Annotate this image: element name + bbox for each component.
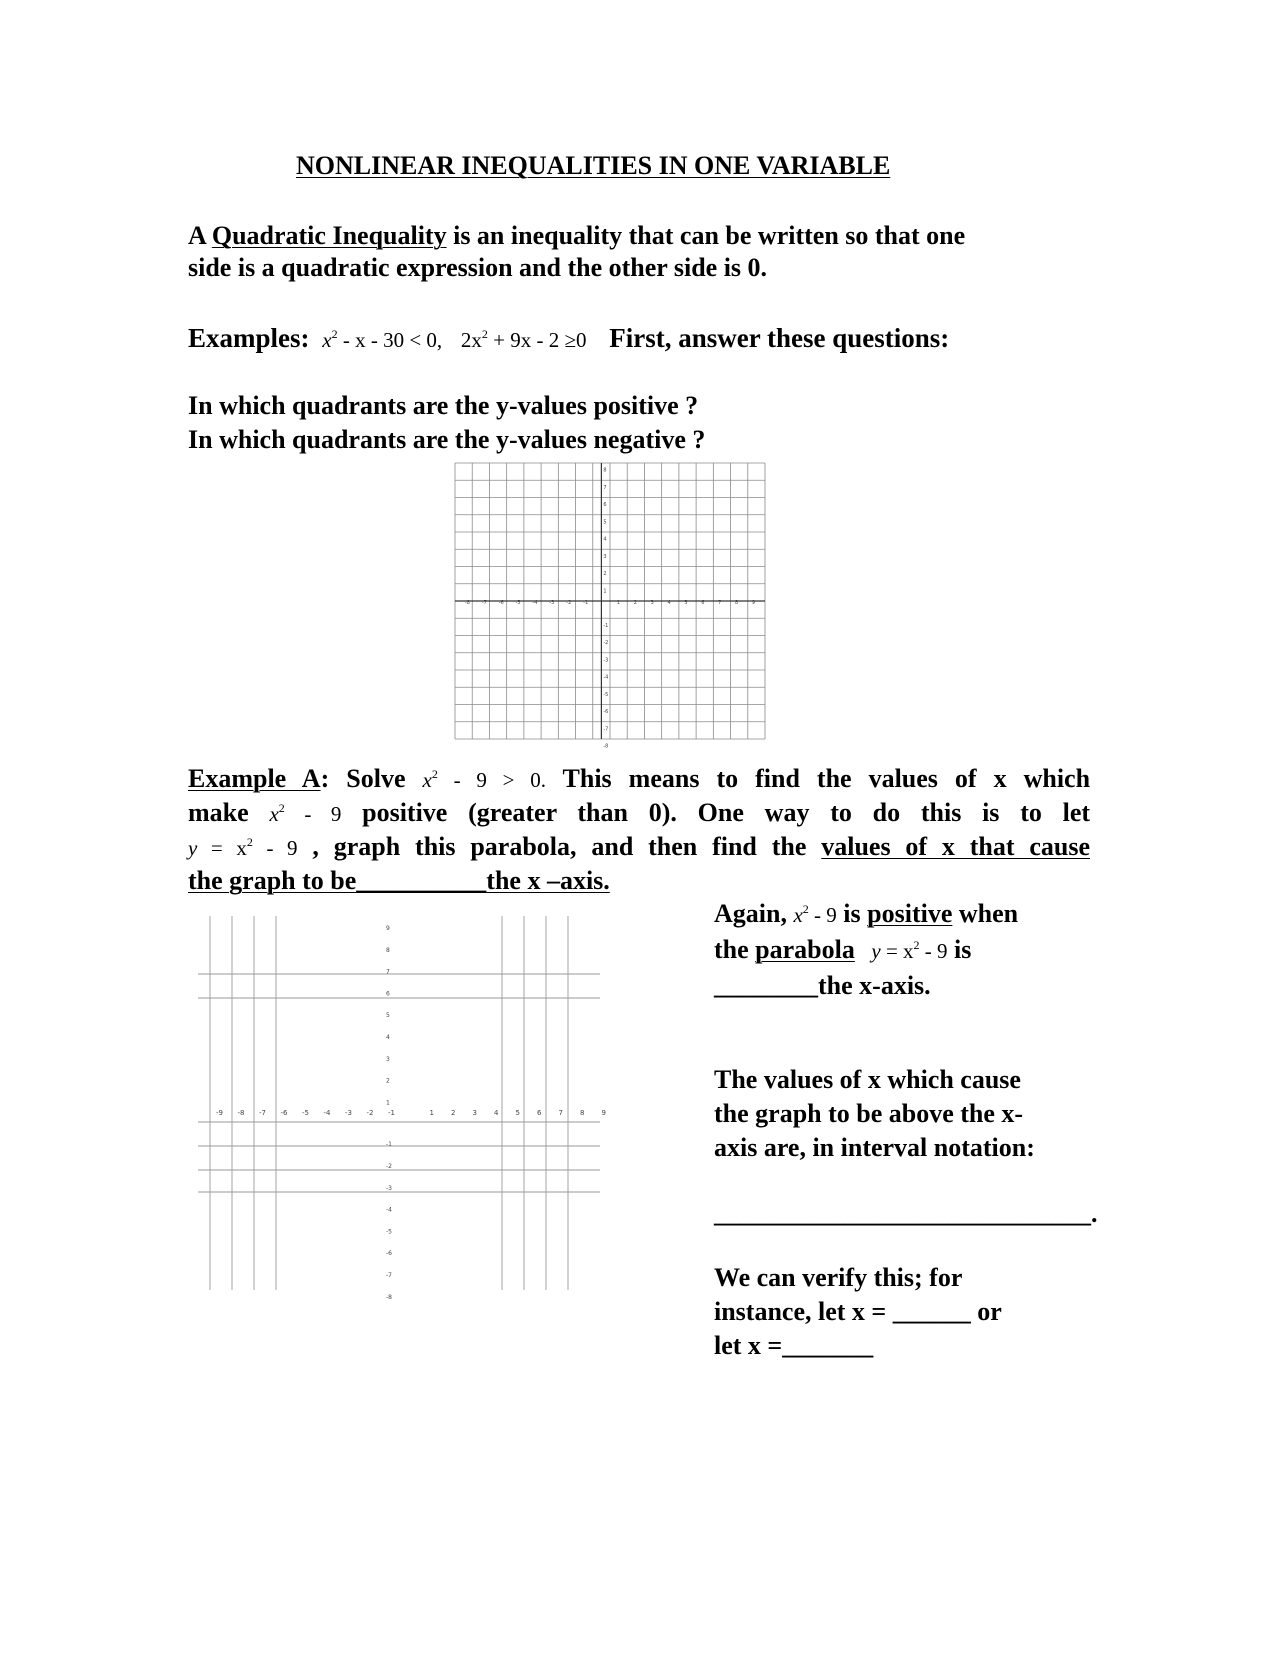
grid-1-x-tick-label: 5 (684, 600, 688, 606)
grid-1-x-tick-label: -1 (583, 600, 589, 606)
grid-1-y-tick-label: 1 (603, 588, 607, 595)
grid-2-y-tick-label: -2 (386, 1163, 392, 1170)
again-line-1: Again, $x^2 - 9$ is positive when (714, 899, 1019, 928)
grid-2-x-tick-label: 1 (429, 1109, 434, 1117)
grid-2-svg (190, 916, 606, 1301)
question-positive: In which quadrants are the y-values positive ? (188, 391, 699, 420)
definition-line-2: side is a quadratic expression and the other side is 0. (188, 253, 768, 282)
grid-1-y-tick-label: -1 (603, 622, 609, 629)
grid-1-y-tick-label: -2 (603, 640, 609, 647)
grid-2-y-tick-label: -4 (386, 1206, 392, 1214)
grid-2-y-tick-label: 6 (386, 990, 390, 998)
grid-2-x-tick-label: 6 (537, 1109, 542, 1117)
grid-1-y-tick-label: 3 (603, 553, 607, 560)
grid-1-y-tick-label: -3 (603, 657, 609, 664)
grid-2-y-tick-label: -1 (386, 1141, 392, 1149)
grid-2-x-tick-label: 3 (472, 1109, 477, 1117)
term-quadratic-inequality: Quadratic Inequality (211, 221, 447, 250)
grid-1-x-tick-label: 4 (667, 600, 671, 606)
grid-1-y-tick-label: 5 (603, 519, 607, 526)
grid-1-x-tick-label: 6 (701, 600, 705, 606)
grid-1-y-tick-label: 2 (603, 571, 607, 578)
grid-1-x-tick-label: -8 (465, 600, 470, 606)
grid-1-x-tick-label: -4 (532, 600, 538, 606)
grid-2-x-tick-label: 5 (515, 1109, 520, 1117)
grid-1-x-tick-label: 8 (735, 600, 739, 606)
example-a-line-4: the graph to be__________the x –axis. (188, 866, 610, 895)
grid-2-y-tick-label: 7 (386, 968, 390, 976)
grid-1-svg (455, 463, 765, 750)
grid-2-y-tick-label: 3 (386, 1055, 390, 1063)
examples-line: Examples: $x^2 - x - 30 < 0$, $2x^2 + 9x - 2 \ge 0$ First, answer these questions: (188, 323, 950, 353)
grid-1-y-tick-label: -4 (603, 674, 609, 681)
coordinate-grid-1 (455, 463, 765, 750)
grid-2-y-tick-label: -6 (386, 1250, 392, 1258)
grid-2-y-tick-label: 8 (386, 946, 390, 954)
interval-answer-line: _____________________________. (714, 1199, 1098, 1228)
grid-1-x-tick-label: 2 (633, 600, 637, 606)
grid-1-y-tick-label: -8 (603, 743, 609, 750)
grid-2-x-tick-label: 2 (451, 1109, 456, 1117)
values-line-1: The values of x which cause (714, 1065, 1021, 1094)
grid-2-y-tick-label: -3 (386, 1184, 392, 1192)
grid-2-y-tick-label: 4 (386, 1034, 390, 1041)
example-a-line-3: $y = x^2 - 9$ , graph this parabola, and then find the values of x that cause (188, 832, 1091, 861)
example-a-expression: $x^2 - 9$ (269, 801, 342, 826)
grid-2-x-tick-label: -3 (345, 1109, 352, 1117)
again-expression: $x^2 - 9$ (793, 902, 837, 927)
grid-2-x-tick-label: -6 (280, 1109, 288, 1117)
grid-2-y-tick-label: 2 (386, 1077, 390, 1085)
verify-line-1: We can verify this; for (714, 1263, 963, 1292)
grid-2-y-tick-label: -5 (386, 1228, 392, 1236)
grid-2-x-tick-label: -2 (366, 1109, 374, 1117)
grid-1-x-tick-label: 1 (616, 600, 621, 606)
grid-2-y-tick-label: -7 (386, 1272, 392, 1279)
parabola-equation: $y = x^2 - 9$ (871, 938, 948, 963)
verify-line-2: instance, let x = ______ or (714, 1297, 1002, 1326)
example-a-inequality: $x^2 - 9 > 0$. (422, 767, 546, 792)
grid-2-y-tick-label: 1 (386, 1099, 390, 1107)
again-line-3: ________the x-axis. (714, 971, 931, 1000)
example-1-expression: $x^2 - x - 30 < 0$, (322, 327, 443, 352)
example-a-line-1: Example A: Solve $x^2 - 9 > 0$. This means to find the values of x which (188, 764, 1091, 793)
question-negative: In which quadrants are the y-values negative ? (188, 425, 706, 454)
grid-2-x-tick-label: -9 (216, 1109, 223, 1117)
grid-1-y-tick-label: -7 (603, 726, 609, 733)
grid-1-x-tick-label: 7 (718, 600, 722, 606)
grid-2-x-tick-label: 9 (601, 1109, 606, 1117)
grid-1-x-tick-label: 3 (650, 600, 654, 606)
grid-2-x-tick-label: 8 (580, 1109, 585, 1117)
grid-2-x-tick-label: -1 (388, 1109, 395, 1117)
grid-1-x-tick-label: 9 (751, 600, 756, 606)
page-title: NONLINEAR INEQUALITIES IN ONE VARIABLE (296, 151, 891, 180)
grid-1-y-tick-label: 7 (603, 484, 607, 491)
grid-2-x-tick-label: 7 (558, 1109, 563, 1117)
grid-2-x-tick-label: 4 (494, 1109, 499, 1117)
grid-2-x-tick-label: -7 (259, 1109, 266, 1117)
grid-1-y-tick-label: -6 (603, 709, 609, 716)
grid-1-y-tick-label: 8 (603, 467, 607, 474)
coordinate-grid-2 (190, 916, 606, 1301)
values-line-3: axis are, in interval notation: (714, 1133, 1035, 1162)
again-line-2: the parabola $y = x^2 - 9$ is (714, 935, 972, 964)
grid-2-y-tick-label: 9 (386, 925, 390, 932)
grid-2-y-tick-label: -8 (386, 1293, 392, 1301)
verify-line-3: let x =_______ (714, 1331, 874, 1360)
grid-1-x-tick-label: -6 (498, 600, 504, 606)
grid-1-y-tick-label: 4 (603, 536, 607, 543)
example-a-let-equation: $y = x^2 - 9$ (188, 835, 298, 860)
grid-2-x-tick-label: -5 (302, 1109, 309, 1117)
grid-1-y-tick-label: 6 (603, 502, 607, 509)
grid-1-x-tick-label: -7 (481, 600, 487, 606)
example-2-expression: $2x^2 + 9x - 2 \ge 0$ (460, 327, 587, 352)
grid-2-y-tick-label: 5 (386, 1012, 390, 1020)
grid-1-x-tick-label: -2 (566, 600, 572, 606)
definition-line-1: A Quadratic Inequality is an inequality that can be written so that one (188, 221, 966, 250)
example-a-line-2: make $x^2 - 9$ positive (greater than 0). One way to do this is to let (188, 798, 1091, 827)
values-line-2: the graph to be above the x- (714, 1099, 1024, 1128)
grid-1-x-tick-label: -5 (515, 600, 521, 606)
grid-1-y-tick-label: -5 (603, 691, 609, 698)
grid-1-x-tick-label: -3 (549, 600, 555, 606)
grid-2-x-tick-label: -4 (323, 1109, 331, 1117)
grid-2-x-tick-label: -8 (237, 1109, 245, 1117)
